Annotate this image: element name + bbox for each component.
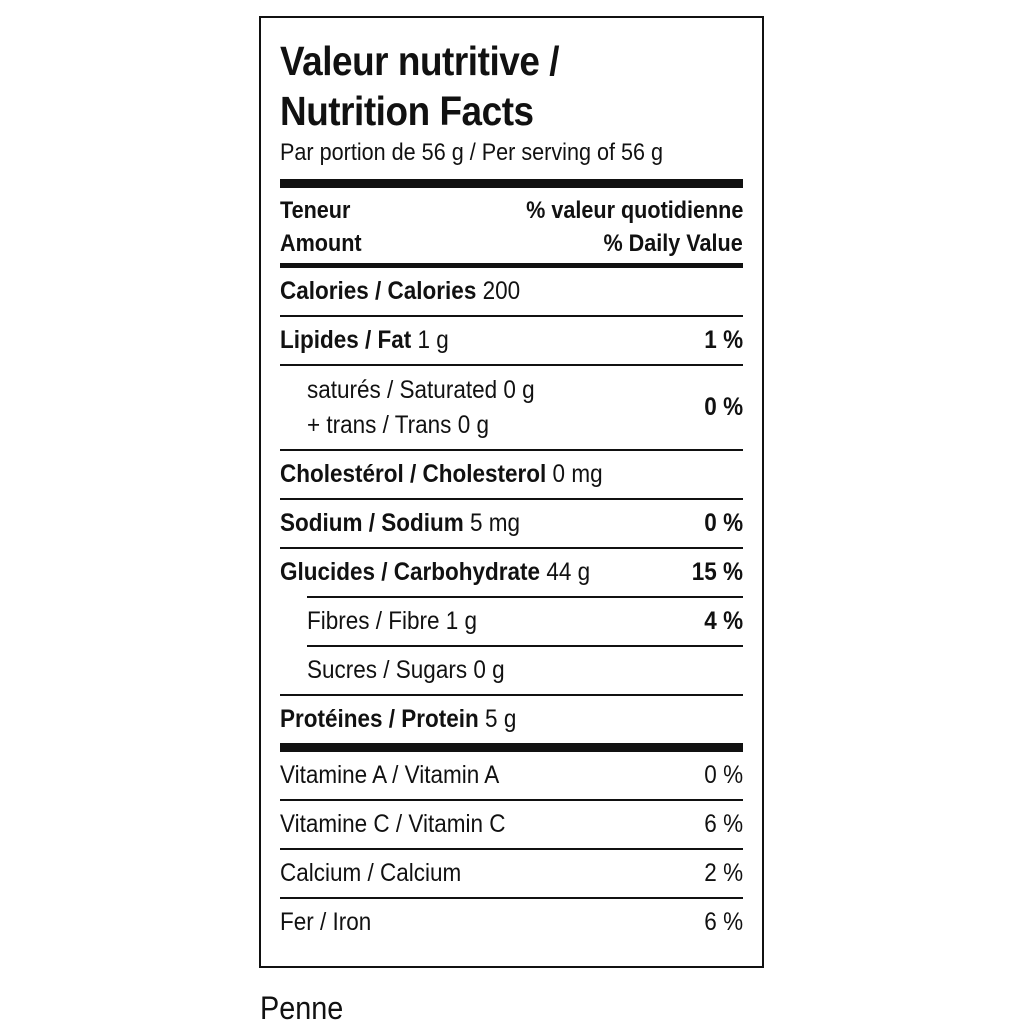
serving-size: Par portion de 56 g / Per serving of 56 g (280, 139, 664, 166)
iron-row (280, 899, 743, 946)
protein-label: Protéines / Protein (280, 705, 479, 733)
dv-header-fr: % valeur quotidienne (525, 197, 743, 224)
protein-amount: 5 g (485, 705, 517, 733)
calories-label: Calories / Calories (280, 277, 477, 305)
sodium-amount: 5 mg (470, 509, 521, 537)
vitamin-a-dv: 0 % (704, 761, 743, 789)
sugars-label: Sucres / Sugars 0 g (307, 656, 505, 684)
sodium-row (280, 500, 743, 547)
fibre-dv: 4 % (704, 607, 743, 635)
fibre-label: Fibres / Fibre 1 g (307, 607, 478, 635)
iron-label: Fer / Iron (280, 908, 372, 936)
vitamin-c-dv: 6 % (704, 810, 743, 838)
nutrition-facts-label (259, 16, 764, 968)
title-line-fr: Valeur nutritive / (280, 38, 559, 84)
vitamin-c-row (280, 801, 743, 848)
thick-divider (280, 179, 743, 188)
amount-header-en: Amount (280, 230, 362, 257)
fat-row (280, 317, 743, 364)
fat-label: Lipides / Fat (280, 326, 412, 354)
carbohydrate-amount: 44 g (546, 558, 591, 586)
sugars-row (280, 647, 743, 694)
label-title (280, 36, 697, 136)
vitamin-a-row (280, 752, 743, 799)
saturated-trans-dv: 0 % (704, 393, 743, 421)
column-header (280, 188, 743, 263)
calcium-row (280, 850, 743, 897)
fat-dv: 1 % (704, 326, 743, 354)
fat-amount: 1 g (417, 326, 449, 354)
carbohydrate-dv: 15 % (691, 558, 743, 586)
carbohydrate-row (280, 549, 743, 596)
calcium-dv: 2 % (704, 859, 743, 887)
vitamin-a-label: Vitamine A / Vitamin A (280, 761, 500, 789)
sodium-label: Sodium / Sodium (280, 509, 464, 537)
sodium-dv: 0 % (704, 509, 743, 537)
cholesterol-amount: 0 mg (552, 460, 603, 488)
cholesterol-label: Cholestérol / Cholesterol (280, 460, 547, 488)
iron-dv: 6 % (704, 908, 743, 936)
thick-divider (280, 743, 743, 752)
calories-value: 200 (482, 277, 521, 305)
cholesterol-row (280, 451, 743, 498)
trans-label: + trans / Trans 0 g (307, 410, 489, 439)
calories-row (280, 268, 743, 315)
fibre-row (280, 598, 743, 645)
vitamin-c-label: Vitamine C / Vitamin C (280, 810, 506, 838)
saturated-trans-row (280, 366, 743, 449)
title-line-en: Nutrition Facts (280, 88, 534, 134)
product-caption: Penne (260, 990, 344, 1026)
amount-header-fr: Teneur (280, 197, 351, 224)
protein-row (280, 696, 743, 743)
saturated-label: saturés / Saturated 0 g (307, 375, 535, 404)
dv-header-en: % Daily Value (603, 230, 743, 257)
carbohydrate-label: Glucides / Carbohydrate (280, 558, 541, 586)
calcium-label: Calcium / Calcium (280, 859, 462, 887)
